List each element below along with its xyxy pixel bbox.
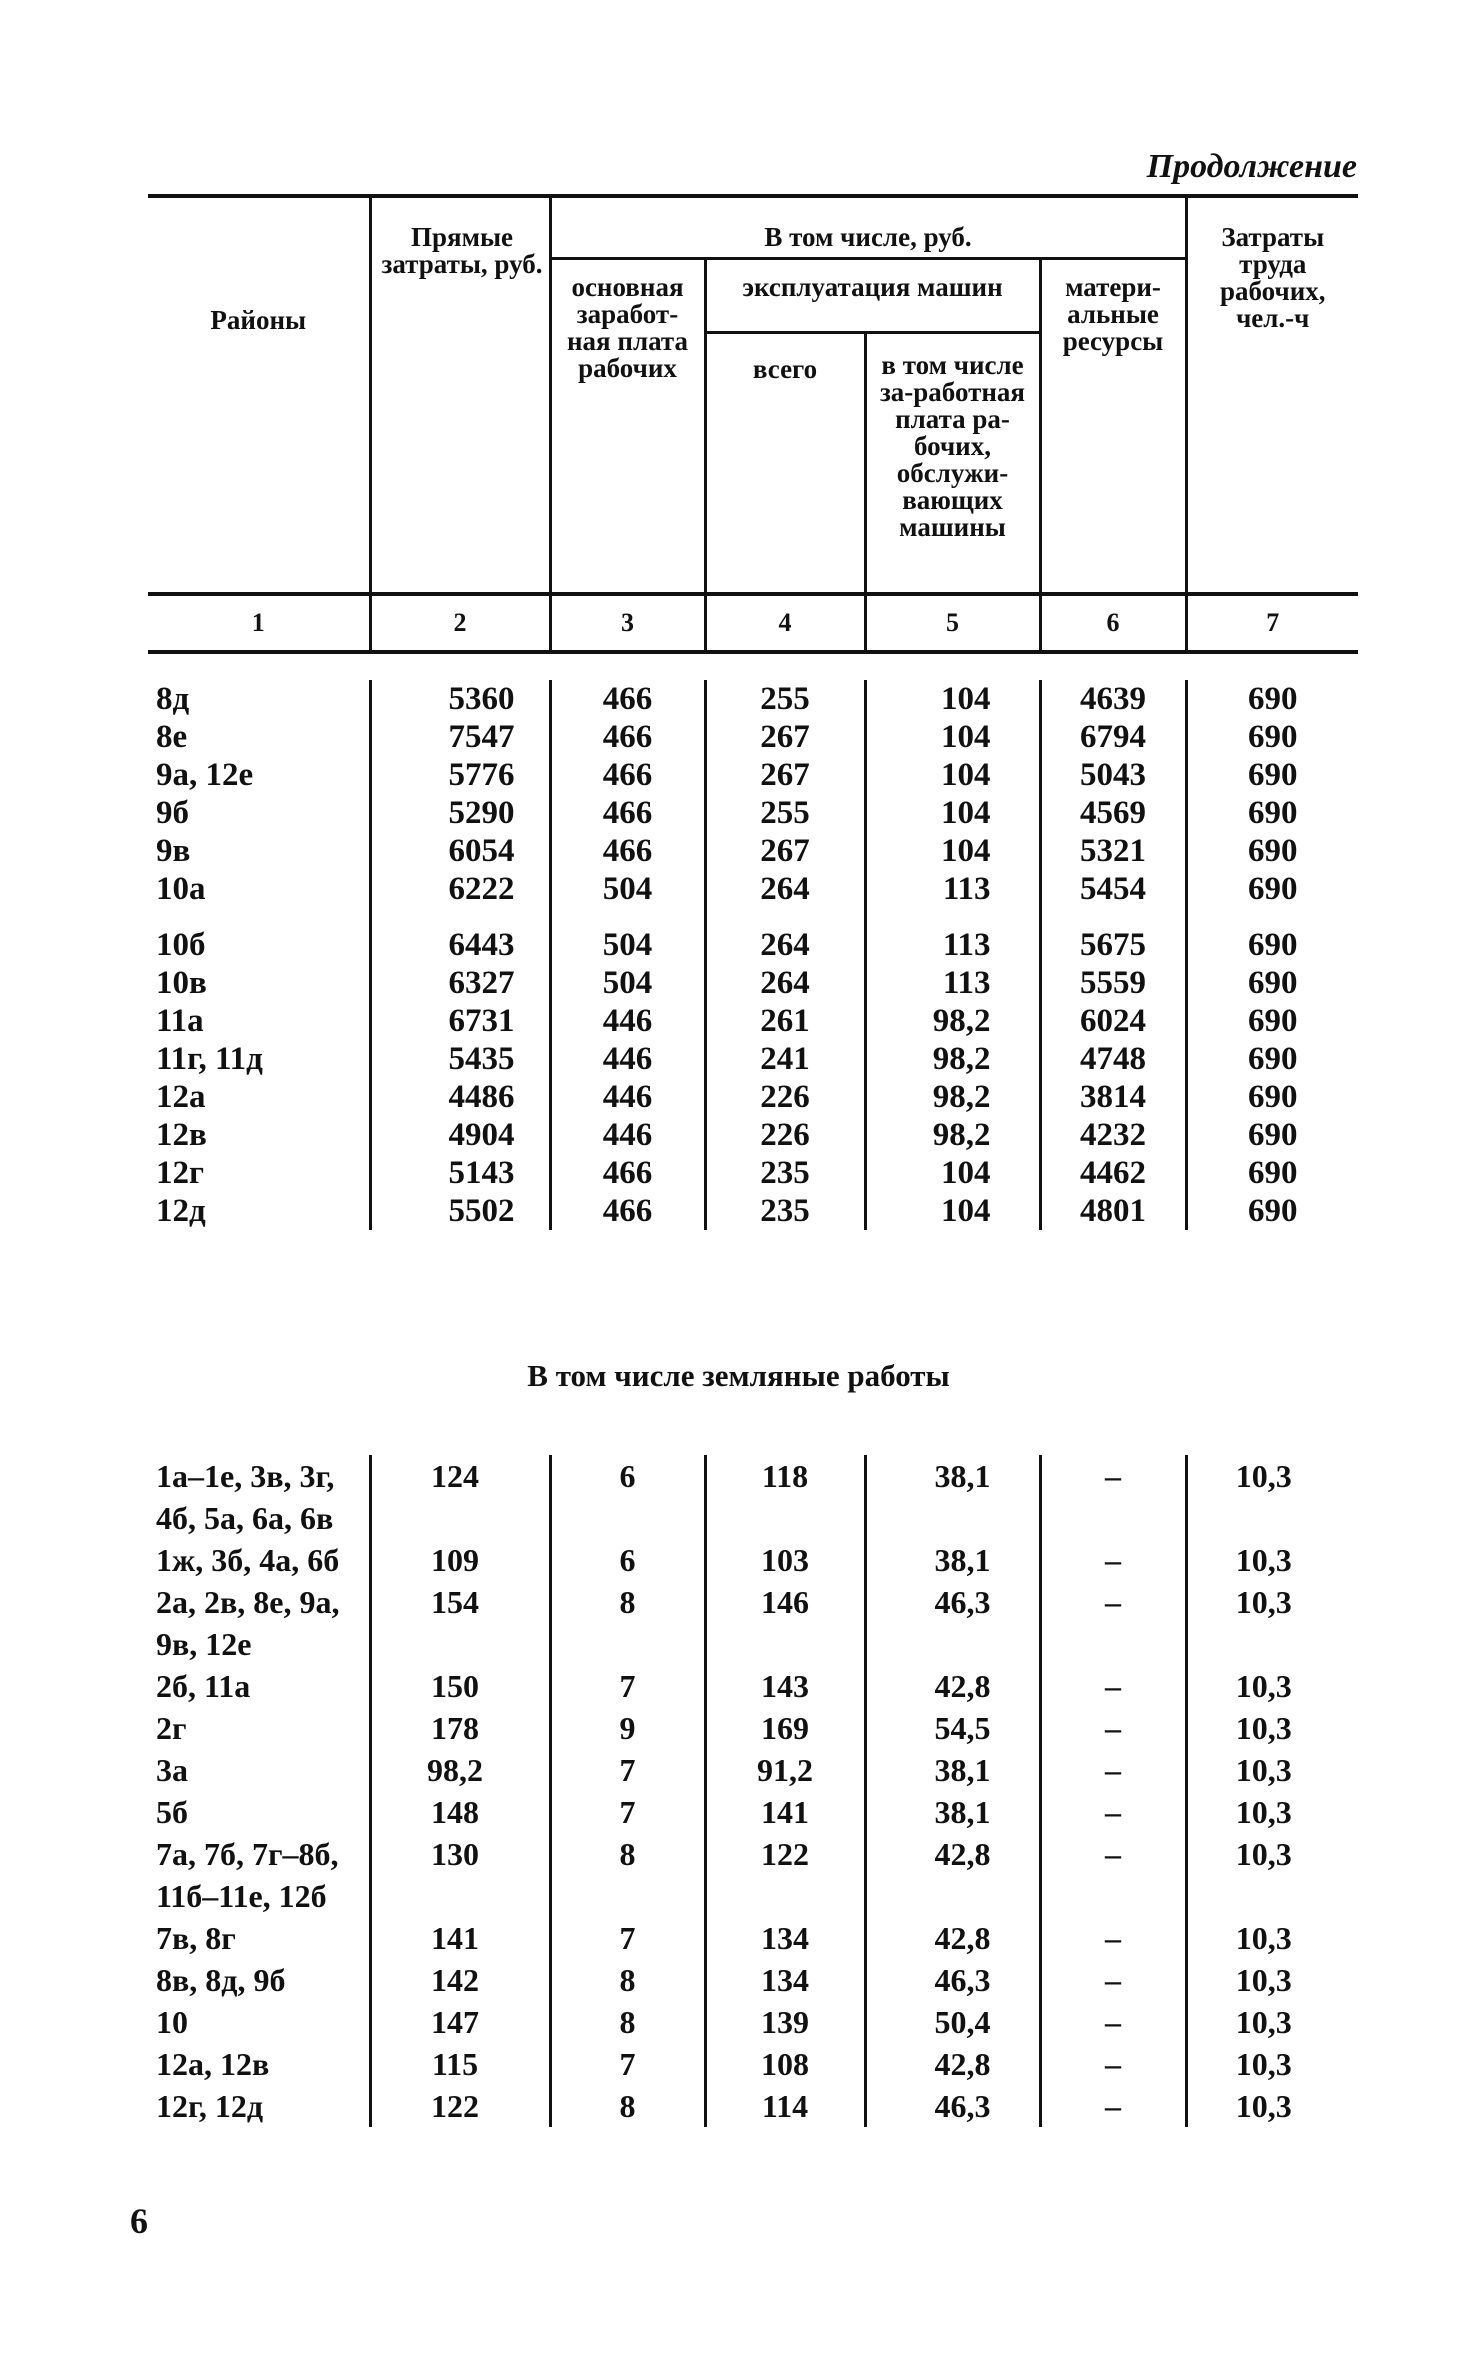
value-cell: 8 [550,2001,705,2043]
district-cell: 8д [148,680,370,718]
value-cell: 690 [1248,681,1298,717]
value-cell: 7 [550,1665,705,1707]
value-cell: 690 [1248,757,1298,793]
value-cell: 113 [865,870,1040,908]
value-cell: 4462 [1040,1154,1186,1192]
row-gap [148,908,1358,926]
value-cell: 10,3 [1235,1920,1292,1956]
value-cell: 114 [705,2085,865,2127]
value-cell: 98,2 [865,1040,1040,1078]
district-cell: 12г, 12д [148,2085,370,2127]
value-cell [370,1875,550,1917]
header-direct-costs: Прямые затраты, руб. [370,196,550,594]
value-cell [370,1497,550,1539]
table-row [148,1623,1358,1665]
value-cell: – [1040,1581,1186,1623]
value-cell: 690 [1248,719,1298,755]
value-cell: 466 [550,756,705,794]
value-cell: 5435 [370,1040,550,1078]
table-row [148,718,1358,756]
value-cell: 446 [550,1040,705,1078]
value-cell: 98,2 [865,1116,1040,1154]
district-cell: 9а, 12е [148,756,370,794]
value-cell: 5675 [1040,926,1186,964]
value-cell: 146 [705,1581,865,1623]
value-cell: 7 [550,1791,705,1833]
section-title: В том числе земляные работы [527,1358,950,1393]
value-cell: 141 [370,1917,550,1959]
value-cell: – [1040,2085,1186,2127]
value-cell: 5143 [370,1154,550,1192]
table-row [148,1581,1358,1623]
value-cell: 6 [550,1455,705,1497]
value-cell: 690 [1248,927,1298,963]
table-row [148,1078,1358,1116]
header-machine-operation: эксплуатация машин [705,258,1040,332]
column-number: 1 [148,594,370,652]
value-cell: 504 [550,870,705,908]
value-cell: 10,3 [1235,1584,1292,1620]
table-row [148,1707,1358,1749]
value-cell: 10,3 [1235,1962,1292,1998]
value-cell: – [1040,2001,1186,2043]
table-row [148,1497,1358,1539]
value-cell: 504 [550,926,705,964]
value-cell: 5776 [370,756,550,794]
table-row [148,1791,1358,1833]
value-cell: 4486 [370,1078,550,1116]
table-row [148,794,1358,832]
district-cell: 2а, 2в, 8е, 9а, [148,1581,370,1623]
value-cell: 122 [705,1833,865,1875]
value-cell: 98,2 [865,1002,1040,1040]
value-cell [705,1875,865,1917]
header-base-salary: основная заработ-ная плата рабочих [550,258,705,594]
value-cell: 115 [370,2043,550,2085]
district-cell: 2г [148,1707,370,1749]
value-cell: 6222 [370,870,550,908]
district-cell: 11б–11е, 12б [148,1875,370,1917]
district-cell: 9в, 12е [148,1623,370,1665]
district-cell: 12а [148,1078,370,1116]
value-cell: 6024 [1040,1002,1186,1040]
value-cell: 4801 [1040,1192,1186,1230]
column-number: 7 [1186,594,1358,652]
value-cell: 5290 [370,794,550,832]
value-cell: 104 [865,680,1040,718]
value-cell [1040,1623,1186,1665]
value-cell: – [1040,1707,1186,1749]
value-cell: – [1040,2043,1186,2085]
table-earthworks [148,1455,1358,2127]
value-cell: – [1040,1833,1186,1875]
gap-cell [865,908,1040,926]
table-row [148,1192,1358,1230]
value-cell: 10,3 [1235,2088,1292,2124]
district-cell: 11а [148,1002,370,1040]
gap-cell [705,908,865,926]
header-including-group: В том числе, руб. [550,196,1186,258]
value-cell: 5454 [1040,870,1186,908]
value-cell [370,1623,550,1665]
value-cell [1186,1623,1358,1665]
value-cell: 104 [865,832,1040,870]
value-cell: 113 [865,926,1040,964]
district-cell: 12в [148,1116,370,1154]
table-row [148,964,1358,1002]
district-cell: 9в [148,832,370,870]
value-cell: 104 [865,1192,1040,1230]
table-row [148,1154,1358,1192]
table-row [148,1040,1358,1078]
value-cell: 54,5 [865,1707,1040,1749]
value-cell: 10,3 [1235,1458,1292,1494]
value-cell [550,1875,705,1917]
value-cell: – [1040,1791,1186,1833]
value-cell: 104 [865,718,1040,756]
value-cell: 5360 [370,680,550,718]
column-number: 5 [865,594,1040,652]
district-cell: 12г [148,1154,370,1192]
district-cell: 7в, 8г [148,1917,370,1959]
value-cell: 4232 [1040,1116,1186,1154]
value-cell: – [1040,1959,1186,2001]
value-cell: 690 [1248,1193,1298,1229]
header-labor-costs: Затраты труда рабочих, чел.-ч [1186,196,1358,594]
value-cell: 113 [865,964,1040,1002]
value-cell: 3814 [1040,1078,1186,1116]
value-cell: 7547 [370,718,550,756]
value-cell [1040,1875,1186,1917]
value-cell: 690 [1248,1003,1298,1039]
district-cell: 10в [148,964,370,1002]
column-number: 2 [370,594,550,652]
gap-cell [1186,908,1358,926]
value-cell: 446 [550,1078,705,1116]
table-row [148,1833,1358,1875]
header-total: всего [705,332,865,594]
column-number: 6 [1040,594,1186,652]
table-row [148,680,1358,718]
header-machine-operators-salary: в том числе за-работная плата ра-бочих, обслужи-вающих машины [865,332,1040,594]
value-cell: 38,1 [865,1455,1040,1497]
district-cell: 12а, 12в [148,2043,370,2085]
value-cell: 446 [550,1116,705,1154]
value-cell [865,1623,1040,1665]
value-cell: 130 [370,1833,550,1875]
value-cell: 5043 [1040,756,1186,794]
value-cell: 148 [370,1791,550,1833]
table-row [148,1917,1358,1959]
value-cell: 466 [550,794,705,832]
value-cell: 6794 [1040,718,1186,756]
district-cell: 7а, 7б, 7г–8б, [148,1833,370,1875]
value-cell: 466 [550,680,705,718]
value-cell: 118 [705,1455,865,1497]
value-cell: 143 [705,1665,865,1707]
value-cell: 466 [550,1154,705,1192]
value-cell: 261 [705,1002,865,1040]
value-cell: 4639 [1040,680,1186,718]
district-cell: 4б, 5а, 6а, 6в [148,1497,370,1539]
value-cell: 42,8 [865,1833,1040,1875]
value-cell: 134 [705,1959,865,2001]
value-cell: 226 [705,1116,865,1154]
table-main-body [148,680,1358,1230]
header-materials: матери-альные ресурсы [1062,271,1164,356]
value-cell: – [1040,1455,1186,1497]
district-cell: 3а [148,1749,370,1791]
table-row [148,926,1358,964]
value-cell: 690 [1248,1079,1298,1115]
value-cell: 7 [550,1917,705,1959]
value-cell [705,1497,865,1539]
district-cell: 1а–1е, 3в, 3г, [148,1455,370,1497]
value-cell: 466 [550,718,705,756]
value-cell: – [1040,1749,1186,1791]
value-cell: 38,1 [865,1791,1040,1833]
value-cell: 8 [550,1959,705,2001]
value-cell: 446 [550,1002,705,1040]
value-cell: 147 [370,2001,550,2043]
value-cell: 264 [705,926,865,964]
district-cell: 10а [148,870,370,908]
value-cell: 6731 [370,1002,550,1040]
value-cell: 178 [370,1707,550,1749]
value-cell: 690 [1248,1117,1298,1153]
value-cell: 690 [1248,871,1298,907]
value-cell: 10,3 [1235,2046,1292,2082]
value-cell: 141 [705,1791,865,1833]
value-cell: 46,3 [865,1959,1040,2001]
gap-cell [550,908,705,926]
header-districts: Районы [148,196,370,594]
column-number-row [148,594,1358,652]
value-cell: 264 [705,964,865,1002]
value-cell: 7 [550,2043,705,2085]
value-cell [865,1875,1040,1917]
value-cell: 10,3 [1235,1668,1292,1704]
value-cell: 690 [1248,1155,1298,1191]
value-cell: 46,3 [865,2085,1040,2127]
value-cell: 690 [1248,965,1298,1001]
value-cell: 466 [550,832,705,870]
table-header [148,194,1358,654]
gap-cell [1040,908,1186,926]
table-row [148,2043,1358,2085]
value-cell: 38,1 [865,1539,1040,1581]
value-cell: 104 [865,794,1040,832]
value-cell: – [1040,1539,1186,1581]
value-cell: 255 [705,680,865,718]
value-cell: 8 [550,1581,705,1623]
page-number: 6 [130,2201,148,2241]
value-cell: 235 [705,1154,865,1192]
value-cell: 264 [705,870,865,908]
value-cell: 124 [370,1455,550,1497]
district-cell: 2б, 11а [148,1665,370,1707]
gap-cell [370,908,550,926]
value-cell: 4569 [1040,794,1186,832]
value-cell: 226 [705,1078,865,1116]
value-cell: 98,2 [865,1078,1040,1116]
value-cell: – [1040,1665,1186,1707]
value-cell: 108 [705,2043,865,2085]
district-cell: 11г, 11д [148,1040,370,1078]
value-cell: 267 [705,832,865,870]
value-cell: 104 [865,1154,1040,1192]
value-cell [550,1497,705,1539]
value-cell: 91,2 [705,1749,865,1791]
district-cell: 12д [148,1192,370,1230]
district-cell: 10 [148,2001,370,2043]
value-cell: 6 [550,1539,705,1581]
district-cell: 1ж, 3б, 4а, 6б [148,1539,370,1581]
value-cell: 690 [1248,833,1298,869]
value-cell: 690 [1248,795,1298,831]
value-cell: 466 [550,1192,705,1230]
value-cell [865,1497,1040,1539]
table-row [148,2001,1358,2043]
value-cell: 7 [550,1749,705,1791]
value-cell: 150 [370,1665,550,1707]
value-cell: 109 [370,1539,550,1581]
value-cell: 235 [705,1192,865,1230]
column-number: 4 [705,594,865,652]
value-cell: 42,8 [865,1917,1040,1959]
table-row [148,1665,1358,1707]
value-cell [550,1623,705,1665]
value-cell: 6327 [370,964,550,1002]
value-cell: 169 [705,1707,865,1749]
table-row [148,870,1358,908]
value-cell: 10,3 [1235,2004,1292,2040]
value-cell: 5559 [1040,964,1186,1002]
district-cell: 8в, 8д, 9б [148,1959,370,2001]
value-cell: 504 [550,964,705,1002]
value-cell: 267 [705,756,865,794]
table-row [148,832,1358,870]
value-cell: 42,8 [865,2043,1040,2085]
value-cell: 98,2 [370,1749,550,1791]
value-cell: 103 [705,1539,865,1581]
value-cell: 5502 [370,1192,550,1230]
district-cell: 9б [148,794,370,832]
value-cell: 10,3 [1235,1794,1292,1830]
table-row [148,1875,1358,1917]
value-cell: 8 [550,2085,705,2127]
value-cell [1186,1875,1358,1917]
value-cell: 139 [705,2001,865,2043]
value-cell: 255 [705,794,865,832]
table-row [148,1116,1358,1154]
gap-cell [148,908,370,926]
table-row [148,1959,1358,2001]
district-cell: 8е [148,718,370,756]
value-cell: 154 [370,1581,550,1623]
value-cell: 46,3 [865,1581,1040,1623]
value-cell: 38,1 [865,1749,1040,1791]
column-number: 3 [550,594,705,652]
value-cell: 6443 [370,926,550,964]
value-cell: 9 [550,1707,705,1749]
value-cell: 10,3 [1235,1836,1292,1872]
value-cell: 690 [1248,1041,1298,1077]
value-cell: 4904 [370,1116,550,1154]
value-cell: 4748 [1040,1040,1186,1078]
value-cell: 267 [705,718,865,756]
value-cell: 134 [705,1917,865,1959]
value-cell: 122 [370,2085,550,2127]
value-cell: 142 [370,1959,550,2001]
value-cell: 10,3 [1235,1542,1292,1578]
table-row [148,1539,1358,1581]
value-cell: – [1040,1917,1186,1959]
table-row [148,756,1358,794]
table-row [148,1455,1358,1497]
value-cell [1040,1497,1186,1539]
value-cell: 50,4 [865,2001,1040,2043]
value-cell: 241 [705,1040,865,1078]
value-cell: 6054 [370,832,550,870]
table-row [148,2085,1358,2127]
table-row [148,1749,1358,1791]
value-cell [705,1623,865,1665]
table-row [148,1002,1358,1040]
district-cell: 10б [148,926,370,964]
value-cell: 10,3 [1235,1752,1292,1788]
value-cell: 10,3 [1235,1710,1292,1746]
value-cell: 104 [865,756,1040,794]
district-cell: 5б [148,1791,370,1833]
value-cell: 42,8 [865,1665,1040,1707]
value-cell [1186,1497,1358,1539]
continuation-label: Продолжение [1146,148,1357,185]
value-cell: 5321 [1040,832,1186,870]
value-cell: 8 [550,1833,705,1875]
